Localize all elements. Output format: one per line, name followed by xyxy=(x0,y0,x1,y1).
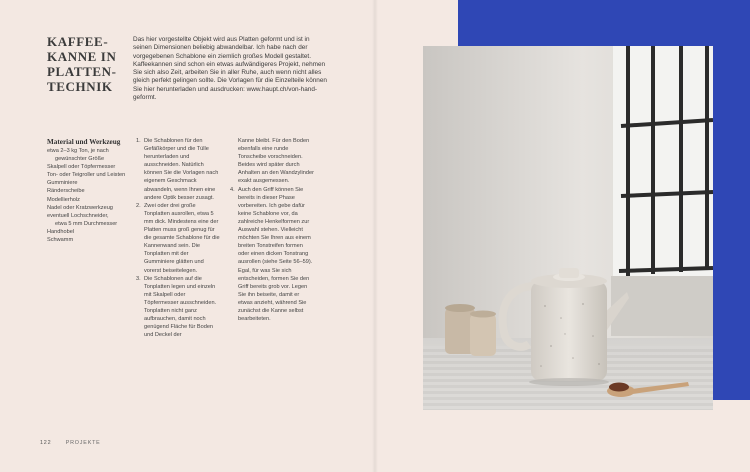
title-line: KAFFEE- xyxy=(47,34,109,49)
page-title xyxy=(47,34,127,94)
teapot-photo xyxy=(423,46,713,410)
material-item: gewünschter Größe xyxy=(55,156,105,163)
material-item: Handhobel xyxy=(47,228,75,235)
page-number: 122 xyxy=(40,440,52,446)
step-text: Zwei oder drei große Tonplatten ausrollen, etwa 5 mm dick. Mindestens eine der Platten muss groß genug für die gesamte Schablone für die Kannenwand sein. Die Tonplatten mit der Gumminiere glätten und vorerst beiseitelegen. xyxy=(144,202,220,274)
teapot-photo-illustration xyxy=(423,46,713,410)
step-number: 1. xyxy=(136,138,141,144)
book-gutter xyxy=(372,0,378,472)
instructions-column-1 xyxy=(136,137,220,339)
title-line: TECHNIK xyxy=(47,79,113,94)
material-item: Gumminiere xyxy=(47,180,78,187)
material-item: Modellierholz xyxy=(47,196,80,203)
material-item: Skalpell oder Töpfermesser xyxy=(47,164,116,171)
title-line: PLATTEN- xyxy=(47,64,117,79)
material-item: etwa 2–3 kg Ton, je nach xyxy=(47,148,109,154)
step-text: Die Schablonen auf die Tonplatten legen und einzeln mit Skalpell oder Töpfermesser ausschneiden. Tonplatten nicht ganz aufbrauchen, damit noch genügend Fläche für Boden und Deckel der xyxy=(144,275,217,339)
step-number: 3. xyxy=(136,275,141,282)
material-list xyxy=(47,147,129,244)
step-text: Auch den Griff können Sie bereits in dieser Phase vorbereiten. Ich gebe dafür keine Schablone vor, da zahlreiche Henkelformen zur Auswahl stehen. Vielleicht möchten Sie Ihren aus einem breiten Tonstreifen formen oder einen dicken Tonstrang ausrollen (siehe Seite 56–59). Egal, für was Sie sich entscheiden, formen Sie den Griff bereits grob vor. Legen Sie ihn beiseite, damit er etwas anzieht, während Sie zunächst die Kanne selbst bearbeiteten. xyxy=(238,186,313,323)
section-label: PROJEKTE xyxy=(65,440,101,446)
instruction-step xyxy=(136,202,220,275)
material-item: Ton- oder Teigroller und Leisten xyxy=(47,172,126,179)
step-number xyxy=(230,137,238,186)
title-line: KANNE IN xyxy=(47,49,117,64)
material-item: eventuell Lochschneider, xyxy=(47,212,109,219)
material-item: Schwamm xyxy=(47,237,74,244)
instruction-step xyxy=(136,275,220,340)
step-text: Kanne bleibt. Für den Boden ebenfalls eine runde Tonscheibe vorschneiden. Beides wird später durch Anhalten an den Wandzylinder exakt ausgemessen. xyxy=(238,138,314,185)
step-text: Die Schablonen für den Gefäßkörper und die Tülle herunterladen und ausschneiden. Natürlich können Sie die Vorlagen nach eigenem Geschmack abwandeln, wenn Ihnen eine andere Optik besser zusagt. xyxy=(144,138,219,201)
instruction-step xyxy=(230,186,314,324)
step-number: 4. xyxy=(230,186,235,193)
material-item: Ränderscheibe xyxy=(47,188,85,195)
material-item: Nadel oder Kratzwerkzeug xyxy=(47,204,113,211)
step-number: 2. xyxy=(136,202,141,209)
intro-paragraph: Das hier vorgestellte Objekt wird aus Platten geformt und ist in seinen Dimensionen beliebig abwandelbar. Ich habe nach der vorgegebenen Schablone ein ziemlich großes Modell gestaltet. Kaffeekannen sind schon ein etwas aufwändigeres Projekt, nehmen Sie sich also Zeit, arbeiten Sie in aller Ruhe, auch wenn nicht alles gleich perfekt gelingen sollte. Die Vorlagen für die Einzelteile können Sie hier herunterladen und ausdrucken: www.haupt.ch/von-hand-geformt. xyxy=(133,36,327,102)
page-footer xyxy=(40,440,101,446)
instruction-step xyxy=(136,137,220,202)
material-item: etwa 5 mm Durchmesser xyxy=(55,220,118,227)
instructions-column-2 xyxy=(230,137,314,323)
instruction-step xyxy=(230,137,314,186)
material-heading: Material und Werkzeug xyxy=(47,138,121,146)
